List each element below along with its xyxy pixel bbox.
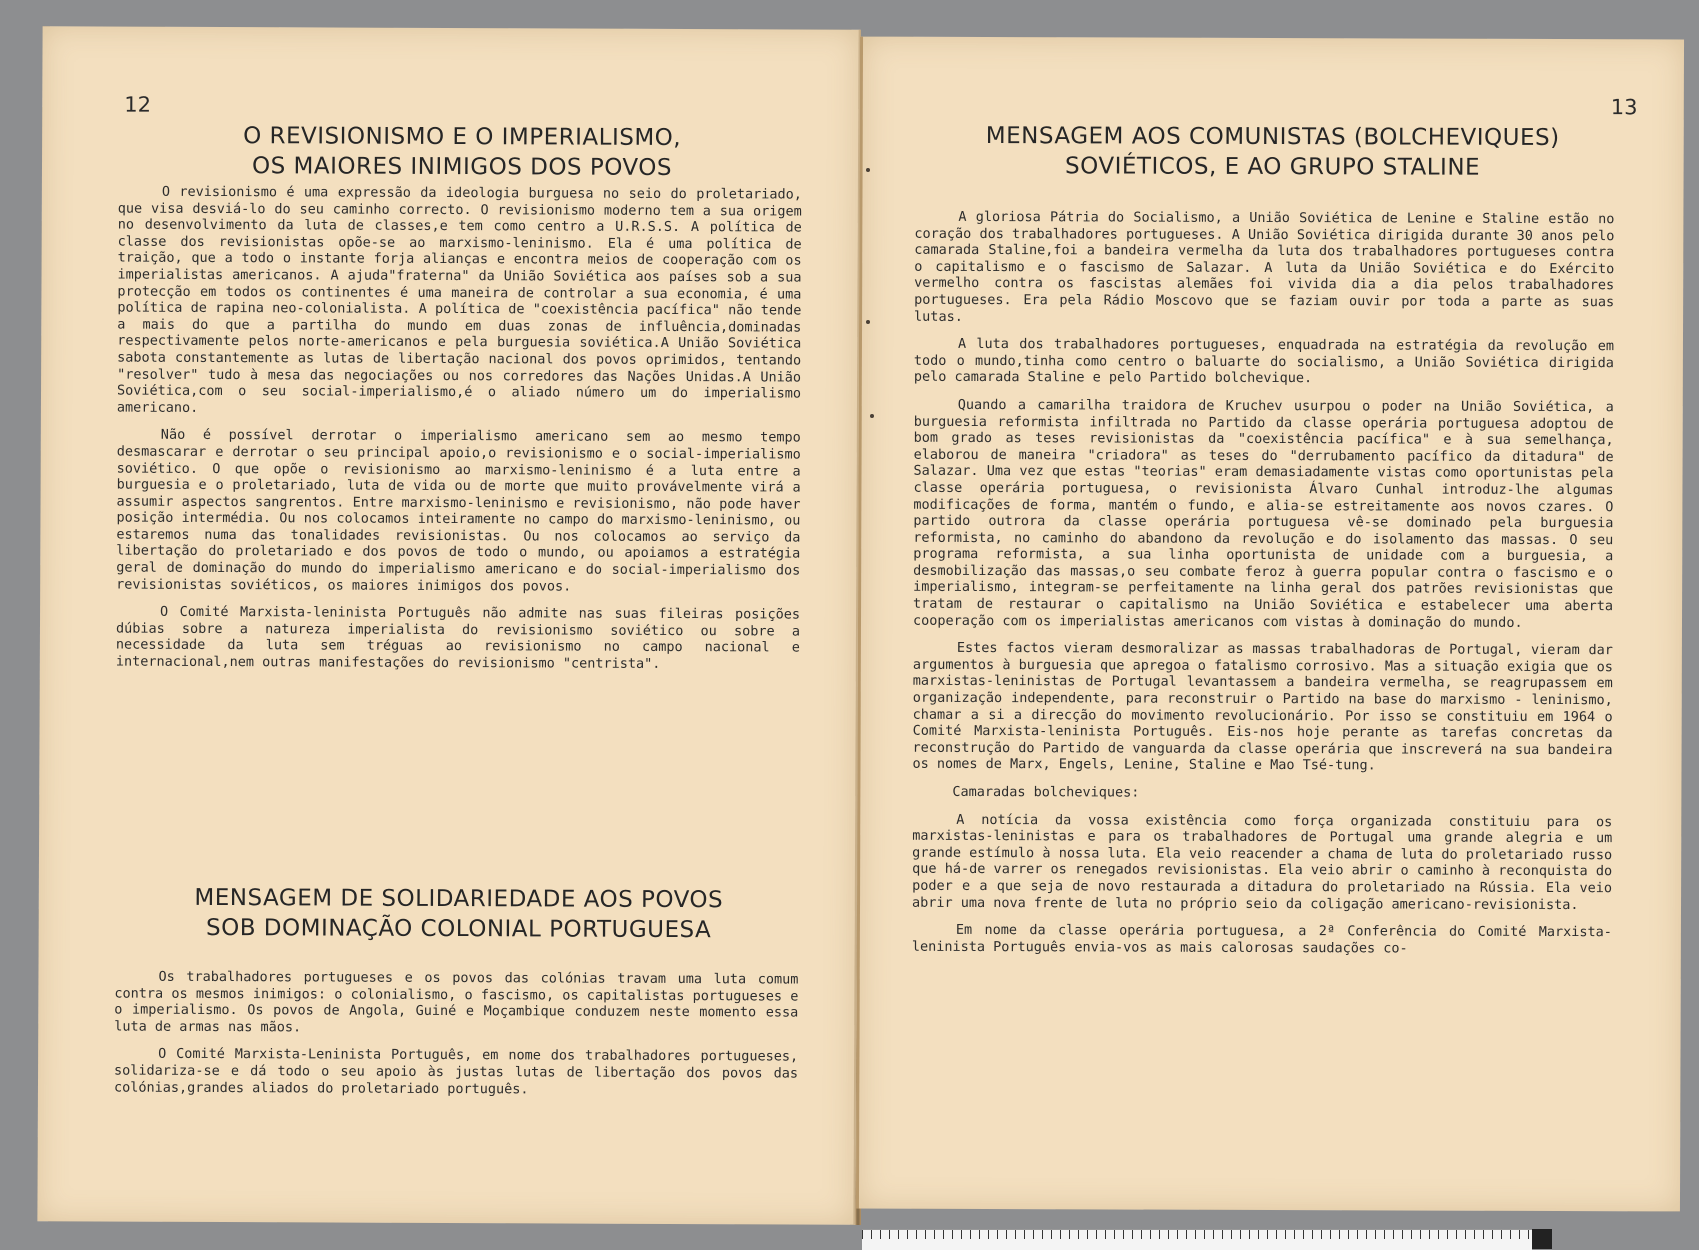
staple-mark — [870, 414, 874, 418]
left-page — [37, 26, 860, 1225]
article-body — [912, 209, 1615, 969]
paragraph: O revisionismo é uma expressão da ideologia burguesa no seio do proletariado, que visa desviá-lo do seu caminho correcto. O revisionismo moderno tem a sua origem no desenvolvimento da luta de classes,e tem como centro a U.R.S.S. A política de classe dos revisionistas opõe-se ao marxismo-leninismo. Ela é uma política de traição, que a todo o instante forja alianças e encontra meios de cooperação com os imperialistas americanos. A ajuda"fraterna" da União Soviética aos países sob a sua protecção em todos os continentes é uma maneira de controlar a sua economia, é uma política de rapina neo-colonialista. A política de "coexistência pacífica" não tende a mais do que a partilha do mundo em duas zonas de influência,dominadas respectivamente pelos norte-americanos e pela burguesia soviética.A União Soviética sabota constantemente as lutas de libertação nacional dos povos oprimidos, tentando "resolver" tudo à mesa das negociações ou nos corredores das Nações Unidas.A União Soviética,com o seu social-imperialismo,é o aliado número um do imperialismo americano. — [116, 183, 802, 416]
title-line: MENSAGEM AOS COMUNISTAS (BOLCHEVIQUES) — [985, 123, 1560, 152]
title-line: SOVIÉTICOS, E AO GRUPO STALINE — [1065, 153, 1481, 181]
page-number: 13 — [1610, 95, 1638, 120]
article-body — [114, 969, 799, 1110]
page-number: 12 — [124, 92, 152, 117]
staple-mark — [866, 168, 870, 172]
paragraph: Em nome da classe operária portuguesa, a 2ª Conferência do Comité Marxista-leninista Português envia-vos as mais calorosas saudações co- — [911, 922, 1612, 957]
right-page — [856, 37, 1684, 1212]
article-title — [122, 121, 802, 184]
scale-ruler — [862, 1229, 1532, 1250]
staple-mark — [866, 320, 870, 324]
paragraph: Não é possível derrotar o imperialismo americano sem ao mesmo tempo desmascarar e derrotar o seu principal apoio,o revisionismo e o social-imperialismo soviético. O que opõe o revisionismo ao marxismo-leninismo é a luta entre a burguesia e o proletariado, luta de vida ou de morte que muito provávelmente virá a assumir aspectos sangrentos. Entre marxismo-leninismo e revisionismo, não pode haver posição intermédia. Ou nos colocamos inteiramente no campo do marxismo-leninismo, ou estaremos numa das tonalidades revisionistas. Ou nos colocamos ao serviço da libertação do proletariado e dos povos de todo o mundo, ou apoiamos a estratégia geral de dominação do mundo do imperialismo americano e do social-imperialismo dos revisionistas soviéticos, os maiores inimigos dos povos. — [116, 427, 801, 595]
paragraph: A notícia da vossa existência como força organizada constituiu para os marxistas-leninistas e para os trabalhadores de Portugal uma grande alegria e um grande estímulo à nossa luta. Ela veio reacender a chama de luta do proletariado russo que há-de varrer os renegados revisionistas. Ela veio abrir o caminho à reconquista do poder e a que seja de novo restaurada a ditadura do proletariado na Rússia. Ela veio abrir uma nova frente de luta no próprio seio da coligação americano-revisionista. — [911, 811, 1613, 913]
paragraph: A luta dos trabalhadores portugueses, enquadrada na estratégia da revolução em todo o mundo,tinha como centro o baluarte do socialismo, a União Soviética dirigida pelo camarada Staline e pelo Partido bolchevique. — [913, 336, 1614, 387]
paragraph: Estes factos vieram desmoralizar as massas trabalhadoras de Portugal, vieram dar argumentos à burguesia que apregoa o fatalismo corrosivo. Mas a situação exigia que os marxistas-leninistas de Portugal levantassem a bandeira vermelha, se reagrupassem em organização independente, para reconstruir o Partido na base do marxismo - leninismo, chamar a si a direcção do movimento revolucionário. Por isso se constituiu em 1964 o Comité Marxista-leninista Português. Eis-nos hoje perante as tarefas concretas da reconstrução do Partido de vanguarda da classe operária que inscreverá na sua bandeira os nomes de Marx, Engels, Lenine, Staline e Mao Tsé-tung. — [912, 640, 1613, 774]
title-line: SOB DOMINAÇÃO COLONIAL PORTUGUESA — [205, 914, 712, 944]
title-line: OS MAIORES INIMIGOS DOS POVOS — [251, 153, 673, 181]
paragraph: A gloriosa Pátria do Socialismo, a União Soviética de Lenine e Staline estão no coração dos trabalhadores portugueses. A União Soviética dirigida durante 30 anos pelo camarada Staline,foi a bandeira vermelha da luta dos trabalhadores portugueses contra o capitalismo e o fascismo de Salazar. A luta da União Soviética e do Exército vermelho contra os fascistas alemães foi vivida dia a dia pelos trabalhadores portugueses. Era pela Rádio Moscovo que se faziam ouvir por toda a parte as suas lutas. — [914, 208, 1615, 325]
paragraph: Quando a camarilha traidora de Kruchev usurpou o poder na União Soviética, a burguesia reformista infiltrada no Partido da classe operária portuguesa adoptou de bom grado as teses revisionistas da "coexistência pacífica" e à sua semelhança, elaborou de maneira "criadora" as teses do "derrubamento pacífico da ditadura" de Salazar. Uma vez que estas "teorias" eram demasiadamente vistas como oportunistas pela classe operária portuguesa, o revisionista Álvaro Cunhal introduz-lhe algumas modificações de forma, mantém o fundo, e alia-se estreitamente aos novos czares. O partido outrora da classe operária portuguesa vê-se dominado pela burguesia reformista, no caminho do abandono da revolução e do isolamento das massas. O seu programa reformista, a sua linha oportunista de unidade com a burguesia, a desmobilização das massas,o seu combate feroz à guerra popular contra o fascismo e o imperialismo, integram-se perfeitamente na linha geral dos patrões revisionistas que tratam de restaurar o capitalismo na União Soviética e estabelecer uma aberta cooperação com os imperialistas americanos com vistas à dominação do mundo. — [912, 396, 1614, 631]
paragraph: Os trabalhadores portugueses e os povos das colónias travam uma luta comum contra os mesmos inimigos: o colonialismo, o fascismo, os capitalistas portugueses e o imperialismo. Os povos de Angola, Guiné e Moçambique conduzem neste momento essa luta de armas nas mãos. — [114, 968, 799, 1036]
article-body — [116, 184, 802, 685]
salutation: Camaradas bolcheviques: — [952, 783, 1140, 801]
paragraph: O Comité Marxista-Leninista Português, em nome dos trabalhadores portugueses, solidariza-se e dá todo o seu apoio às justas lutas de libertação dos povos das colónias,grandes aliados do proletariado português. — [113, 1046, 799, 1097]
title-line: O REVISIONISMO E O IMPERIALISMO, — [243, 123, 682, 152]
ruler-end-block — [1532, 1229, 1552, 1249]
article-title — [119, 883, 799, 946]
title-line: MENSAGEM DE SOLIDARIEDADE AOS POVOS — [194, 884, 724, 914]
paragraph: O Comité Marxista-leninista Português não admite nas suas fileiras posições dúbias sobre a natureza imperialista do revisionismo soviético ou sobre a necessidade da luta sem tréguas ao revisionismo no campo nacional e internacional,nem outras manifestações do revisionismo "centrista". — [115, 603, 801, 672]
article-title — [923, 121, 1623, 183]
